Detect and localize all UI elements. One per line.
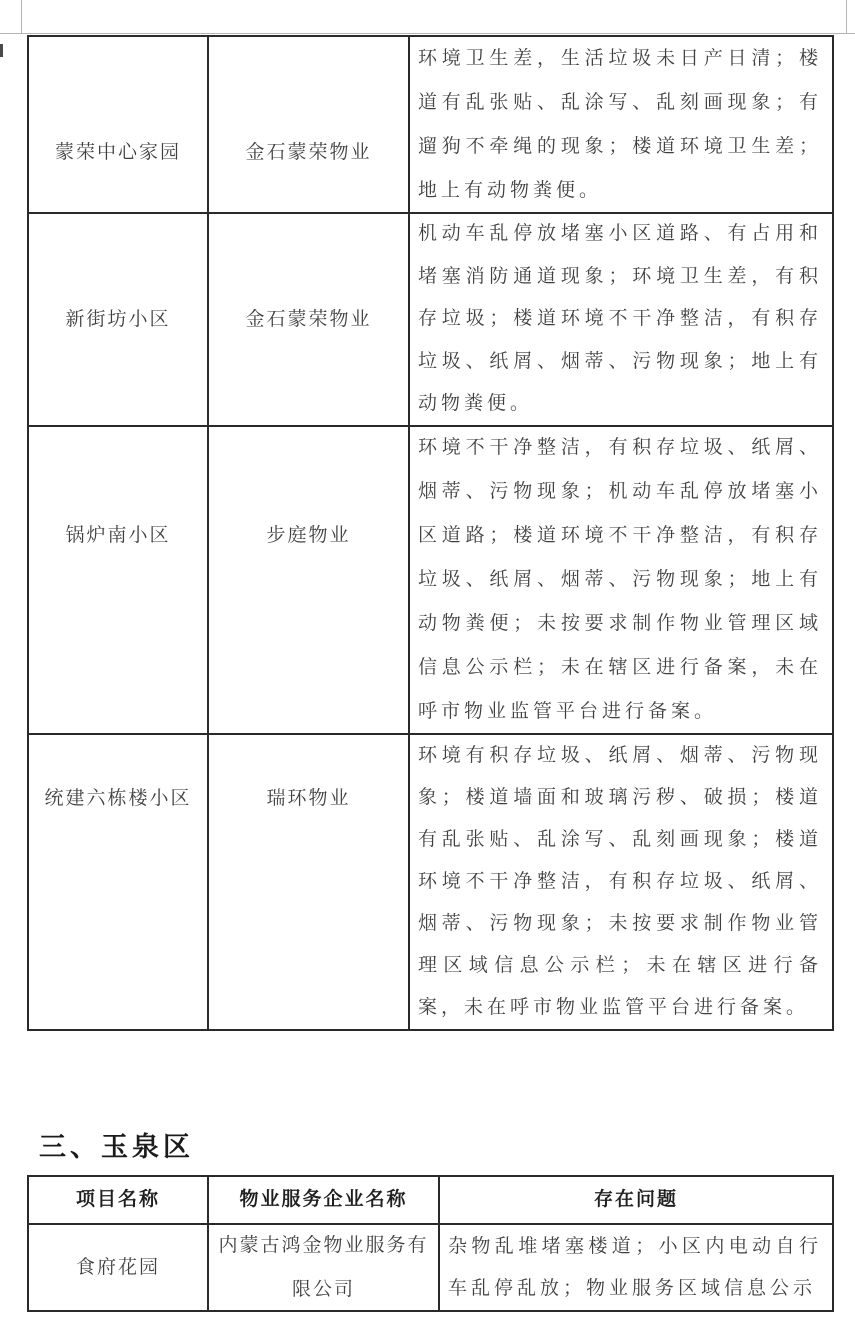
problems-text: 环境卫生差，生活垃圾未日产日清；楼道有乱张贴、乱涂写、乱刻画现象；有遛狗不牵绳的现象；楼道环境卫生差；地上有动物粪便。 <box>418 47 822 201</box>
company-name: 瑞环物业 <box>266 788 351 809</box>
page-break-stub-right <box>846 0 847 33</box>
problems-text: 环境不干净整洁，有积存垃圾、纸屑、烟蒂、污物现象；机动车乱停放堵塞小区道路；楼道环境不干净整洁，有积存垃圾、纸屑、烟蒂、污物现象；地上有动物粪便；未按要求制作物业管理区域信息公示栏；未在辖区进行备案，未在呼市物业监管平台进行备案。 <box>418 437 822 722</box>
problems-cell <box>440 1225 832 1310</box>
company-cell <box>209 214 410 427</box>
project-cell <box>29 37 209 214</box>
company-cell <box>209 427 410 735</box>
problems-cell <box>410 735 832 1029</box>
project-name: 蒙荣中心家园 <box>54 141 181 163</box>
company-cell <box>209 735 410 1029</box>
page-break-stub-left <box>21 0 22 33</box>
page-break-rule <box>0 33 855 34</box>
problems-cell <box>410 37 832 214</box>
company-name: 内蒙古鸿金物业服务有限公司 <box>218 1234 429 1300</box>
company-name: 金石蒙荣物业 <box>245 141 372 163</box>
company-name: 金石蒙荣物业 <box>245 308 372 330</box>
project-cell <box>29 214 209 427</box>
project-name: 新街坊小区 <box>65 308 171 330</box>
problems-text: 环境有积存垃圾、纸屑、烟蒂、污物现象；楼道墙面和玻璃污秽、破损；楼道有乱张贴、乱涂写、乱刻画现象；楼道环境不干净整洁，有积存垃圾、纸屑、烟蒂、污物现象；未按要求制作物业管理区域信息公示栏；未在辖区进行备案，未在呼市物业监管平台进行备案。 <box>418 745 822 1018</box>
project-cell <box>29 427 209 735</box>
company-cell <box>209 37 410 214</box>
header-cell-project: 项目名称 <box>29 1177 209 1225</box>
header-cell-problems: 存在问题 <box>440 1177 832 1225</box>
project-cell <box>29 1225 209 1310</box>
section-heading-yuquan: 三、玉泉区 <box>39 1132 194 1162</box>
project-cell <box>29 735 209 1029</box>
problems-text: 杂物乱堆堵塞楼道；小区内电动自行车乱停乱放；物业服务区域信息公示 <box>448 1235 822 1299</box>
project-name: 锅炉南小区 <box>65 525 171 546</box>
project-name: 食府花园 <box>75 1256 160 1278</box>
header-cell-company: 物业服务企业名称 <box>209 1177 440 1225</box>
district-problems-table-continued <box>27 35 834 1031</box>
yuquan-problems-table <box>27 1175 834 1312</box>
company-name: 步庭物业 <box>266 525 351 546</box>
company-cell <box>209 1225 440 1310</box>
scan-edge-artifact <box>0 44 3 57</box>
problems-cell <box>410 214 832 427</box>
problems-cell <box>410 427 832 735</box>
problems-text: 机动车乱停放堵塞小区道路、有占用和堵塞消防通道现象；环境卫生差，有积存垃圾；楼道环境不干净整洁，有积存垃圾、纸屑、烟蒂、污物现象；地上有动物粪便。 <box>418 223 822 415</box>
project-name: 统建六栋楼小区 <box>44 788 192 809</box>
